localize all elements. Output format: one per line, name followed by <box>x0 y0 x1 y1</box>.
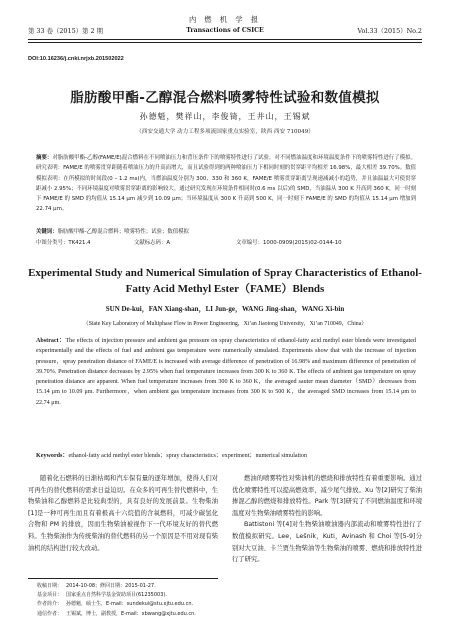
abstract-cn <box>36 153 416 215</box>
clc-number: 中图分类号：TK421.4 <box>36 240 91 246</box>
footnote-value: 国家重点自然科学基金资助项目(61235003). <box>66 592 167 599</box>
journal-name-en: Transactions of CSICE <box>186 27 264 34</box>
footnote-key: 基金项目： <box>36 592 62 599</box>
footnote-value: 2014-10-08；修回日期：2015-01-27. <box>66 583 156 589</box>
abstract-cn-text: 对脂肪酸甲酯-乙醇(FAME/E)混合燃料在不同喷油压力和背压条件下的喷雾特性进行了试验。对不同燃油温度和环境温度条件下的喷雾特性进行了模拟。研究表明：FAME/E 的喷雾贯穿距随着喷油压力的升高而增大，而且试验得到的两种喷油压力下相同时刻的贯穿距平均相差 16.98%，最大相差 39.70%。数值模拟表明：在所模拟的时间段(0 – 1.2 ms)内，当燃油温度分别为 300、330 和 360 K，FAME/E 喷雾贯穿距离呈现递减减小的趋势，并且油温最大可使贯穿距减小 2.95%；不同环境温度对喷雾贯穿距离的影响较大。通过研究发现在环境条件相同时(0.6 ms 以后)的 SMD，当油温从 300 K 升高到 360 K，同一时刻下 FAME/E 的 SMD 的均值从 15.14 μm 减少到 10.09 μm；当环境温度从 300 K 升高到 500 K，同一时刻下 FAME/E 的 SMD 的均值从 15.14 μm 增加到 22.74 μm。 <box>36 155 416 213</box>
affiliation-cn: （西安交通大学 动力工程多项流国家重点实验室，陕西 西安 710049） <box>136 129 314 135</box>
journal-header <box>28 12 422 46</box>
document-code: 文献标志码：A <box>134 240 171 246</box>
title-cn: 脂肪酸甲酯-乙醇混合燃料喷雾特性试验和数值模拟 <box>70 90 380 106</box>
footnote-row <box>28 610 228 619</box>
article-number: 文章编号：1000-0909(2015)02-0144-10 <box>236 240 342 246</box>
affiliation-en: （State Key Laboratory of Multiphase Flow in Power Engineering，Xi’an Jiaotong University，Xi’an 710049，China） <box>82 321 368 327</box>
abstract-en <box>36 336 416 408</box>
keywords-cn-text: 脂肪酸甲酯-乙醇混合燃料；喷雾特性；试验；数值模拟 <box>57 229 189 235</box>
title-en: Experimental Study and Numerical Simulation of Spray Characteristics of Ethanol-Fatty Acid Methyl Ester（FAME）Blends <box>28 267 422 295</box>
footnote-key: 收稿日期： <box>36 583 62 589</box>
footnote-value: 孙德魁，硕士生，E-mail：sundekui@stu.xjtu.edu.cn. <box>66 601 194 608</box>
body-column-left <box>28 473 218 554</box>
keywords-en <box>36 450 416 459</box>
footnote-key: 通信作者： <box>36 610 62 617</box>
footnote-row <box>28 600 228 609</box>
footnote-value: 王锡斌，博士，副教授，E-mail：xbwang@xjtu.edu.cn. <box>66 610 196 617</box>
body-paragraph: Battistoni 等[4]对生物柴油喷油器内部流动和喷雾特性进行了数值模拟研究。Lee，Lešnik，Kuti，Avinash 和 Choi 等[5-9]分别对大豆油、卡兰贾生物柴油等生物柴油的喷雾、燃烧和排放特性进行了研究。 <box>232 521 422 564</box>
keywords-cn-label: 关键词： <box>36 229 58 235</box>
footnote-row <box>28 582 228 591</box>
authors-cn: 孙德魁，樊祥山，李俊锜，王井山，王锡斌 <box>139 112 311 121</box>
abstract-en-text: The effects of injection pressure and ambient gas pressure on spray characteristics of ethanol-fatty acid methyl ester blends were investigated experimentally and the effects of fuel and ambient gas temperature were numerically simulated. Experiments show that with the increase of injection pressure，spray penetration distance of FAME/E is increased with average difference of penetration of 16.98% and maximum difference of penetration of 39.70%. Penetration distance decreases by 2.95% when fuel temperature increases from 300 K to 360 K. The effects of ambient gas temperature on spray penetration distance are apparent. When fuel temperature increases from 300 K to 360 K，the averaged sauter mean diameter（SMD）decreases from 15.14 μm to 10.09 μm. Furthermore，when ambient gas temperature increases from 300 K to 500 K，the averaged SMD increases from 15.14 μm to 22.74 μm. <box>36 338 416 406</box>
journal-name-cn: 内 燃 机 学 报 <box>188 15 262 24</box>
volume-issue-en: Vol.33（2015）No.2 <box>357 27 422 35</box>
header-rule-thick <box>28 39 422 40</box>
volume-issue-cn: 第 33 卷（2015）第 2 期 <box>28 27 103 35</box>
body-column-right <box>232 473 422 566</box>
header-rule-thin <box>28 42 422 43</box>
footnote-key: 作者简介： <box>36 601 62 608</box>
abstract-en-label: Abstract： <box>36 338 66 344</box>
body-paragraph: 燃油的喷雾特性对柴油机的燃烧和排放特性有着重要影响。通过优化喷雾特性可以提高燃效率，减少尾气排放。Xu 等[2]研究了柴油掺混乙醇的燃烧和排放特性。Park 等[3]研究了不同燃油温度和环境温度对生物柴油喷雾特性的影响。 <box>232 475 422 517</box>
keywords-en-text: ethanol-fatty acid methyl ester blends；spray characteristics；experiment；numerical simulation <box>68 453 308 459</box>
authors-en: SUN De-kui，FAN Xiang-shan，LI Jun-ge，WANG Jing-shan，WANG Xi-bin <box>105 305 345 313</box>
body-paragraph: 随着化石燃料的日渐枯竭和汽车保有量的逐年增加，使得人们对可再生的替代燃料的需求日益迫切。在众多的可再生替代燃料中，生物柴油和乙醇燃料是比较典型的，具有良好的发展前景。生物柴油[1]是一种可再生而且有着极高十六烷值的含氧燃料，可减少碳氢化合物和 PM 的排放，因而生物柴油被视作下一代环境友好的替代燃料。生物柴油作为传统柴油的替代燃料的另一个原因是不用对现有柴油机的结构进行较大改动。 <box>28 475 218 552</box>
footnote-rule <box>28 578 218 579</box>
keywords-en-label: Keywords： <box>36 453 69 459</box>
keywords-cn <box>36 227 416 237</box>
abstract-cn-label: 摘要： <box>36 155 53 161</box>
doi[interactable]: DOI:10.16236/j.cnki.nrjxb.201502022 <box>28 56 124 62</box>
footnote-row <box>28 591 228 600</box>
footnotes <box>28 582 228 619</box>
